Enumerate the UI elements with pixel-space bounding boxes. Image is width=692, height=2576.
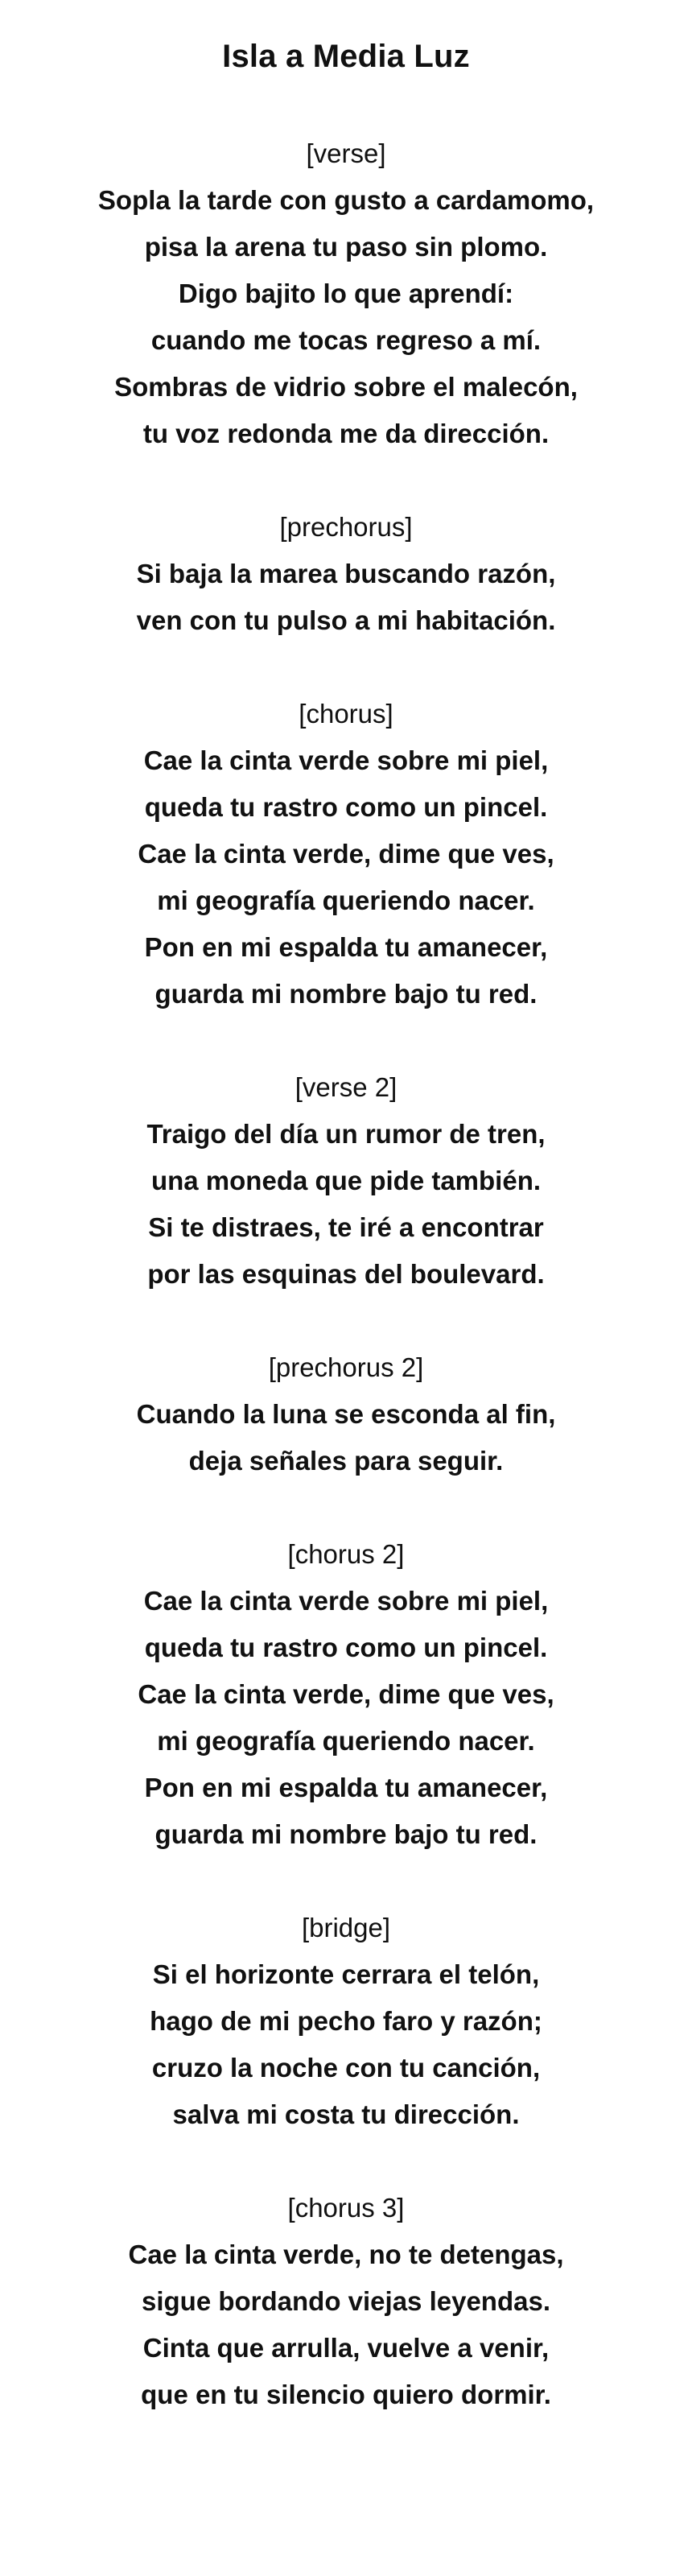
- song-title: Isla a Media Luz: [222, 39, 470, 74]
- section-tag: [verse]: [306, 138, 386, 168]
- lyric-line: Si baja la marea buscando razón,: [136, 559, 556, 588]
- lyric-line: que en tu silencio quiero dormir.: [141, 2380, 551, 2409]
- lyric-line: Cinta que arrulla, vuelve a venir,: [142, 2333, 550, 2363]
- lyric-line: Cae la cinta verde sobre mi piel,: [143, 745, 549, 775]
- section-tag: [chorus]: [299, 699, 393, 729]
- lyric-line: Sopla la tarde con gusto a cardamomo,: [97, 185, 595, 215]
- lyric-line: Cae la cinta verde, dime que ves,: [138, 839, 554, 869]
- lyric-line: una moneda que pide también.: [150, 1166, 542, 1195]
- section-tag: [bridge]: [301, 1913, 391, 1942]
- lyric-line: Digo bajito lo que aprendí:: [178, 279, 514, 308]
- lyric-line: Si el horizonte cerrara el telón,: [152, 1959, 540, 1989]
- lyric-line: Pon en mi espalda tu amanecer,: [144, 932, 548, 962]
- section-tag: [chorus 2]: [287, 1539, 405, 1569]
- lyrics-section: [0, 2185, 692, 2418]
- lyric-line: Pon en mi espalda tu amanecer,: [144, 1773, 548, 1802]
- section-tag: [prechorus 2]: [268, 1352, 424, 1382]
- lyric-line: queda tu rastro como un pincel.: [144, 792, 548, 822]
- lyrics-section: [0, 1064, 692, 1298]
- section-tag: [verse 2]: [295, 1072, 397, 1102]
- lyrics-body: [0, 130, 692, 2418]
- lyric-line: Sombras de vidrio sobre el malecón,: [114, 372, 578, 402]
- lyric-line: queda tu rastro como un pincel.: [144, 1633, 548, 1662]
- lyric-line: Cae la cinta verde, dime que ves,: [138, 1679, 554, 1709]
- lyrics-section: [0, 691, 692, 1018]
- lyric-line: sigue bordando viejas leyendas.: [141, 2286, 550, 2316]
- lyric-line: cuando me tocas regreso a mí.: [150, 325, 542, 355]
- lyric-line: ven con tu pulso a mi habitación.: [136, 605, 556, 635]
- lyric-line: salva mi costa tu dirección.: [172, 2099, 520, 2129]
- lyric-line: por las esquinas del boulevard.: [147, 1259, 545, 1289]
- lyric-line: Cuando la luna se esconda al fin,: [136, 1399, 556, 1429]
- lyric-line: pisa la arena tu paso sin plomo.: [144, 232, 548, 262]
- lyric-line: guarda mi nombre bajo tu red.: [154, 979, 538, 1009]
- lyric-line: Cae la cinta verde, no te detengas,: [128, 2240, 564, 2269]
- section-tag: [prechorus]: [279, 512, 413, 542]
- lyric-line: mi geografía queriendo nacer.: [157, 886, 535, 915]
- lyrics-section: [0, 504, 692, 644]
- lyric-line: cruzo la noche con tu canción,: [151, 2053, 541, 2083]
- lyrics-section: [0, 1531, 692, 1858]
- lyrics-section: [0, 1905, 692, 2138]
- lyric-line: tu voz redonda me da dirección.: [142, 419, 550, 448]
- lyric-line: Si te distraes, te iré a encontrar: [148, 1212, 544, 1242]
- lyric-line: mi geografía queriendo nacer.: [157, 1726, 535, 1756]
- lyrics-section: [0, 130, 692, 457]
- lyric-line: Cae la cinta verde sobre mi piel,: [143, 1586, 549, 1616]
- lyric-line: hago de mi pecho faro y razón;: [150, 2006, 542, 2036]
- lyrics-section: [0, 1344, 692, 1484]
- lyric-line: Traigo del día un rumor de tren,: [146, 1119, 546, 1149]
- section-tag: [chorus 3]: [287, 2193, 405, 2223]
- lyric-line: deja señales para seguir.: [188, 1446, 504, 1476]
- lyric-line: guarda mi nombre bajo tu red.: [154, 1819, 538, 1849]
